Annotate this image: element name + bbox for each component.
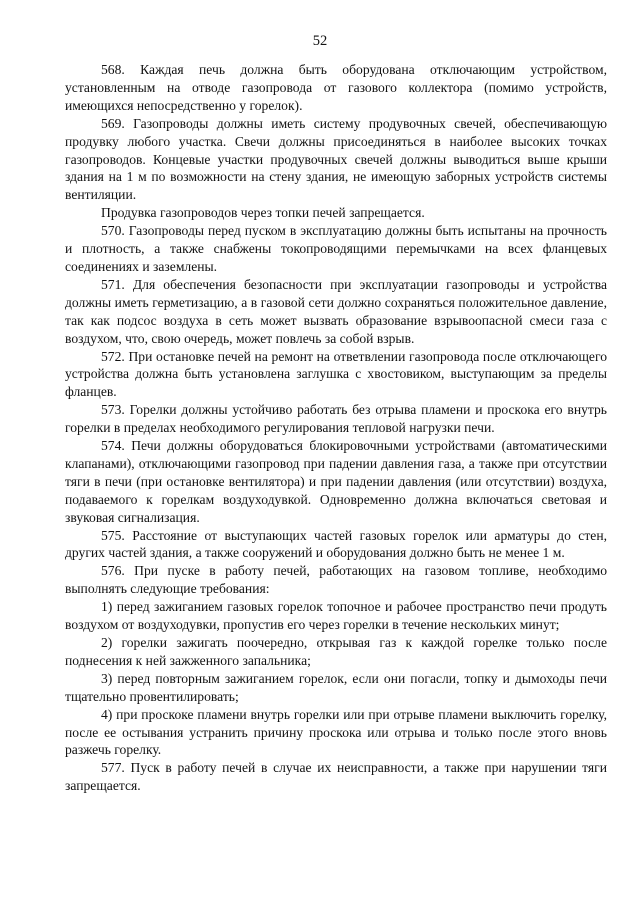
paragraph-570: 570. Газопроводы перед пуском в эксплуатацию должны быть испытаны на прочность и плотность, а также снабжены токопроводящими перемычками на всех фланцевых соединениях и заземлены. [65,223,607,274]
paragraph-576: 576. При пуске в работу печей, работающих на газовом топливе, необходимо выполнять следующие требования: [65,563,607,597]
list-item-3: 3) перед повторным зажиганием горелок, если они погасли, топку и дымоходы печи тщательно провентилировать; [65,670,607,704]
paragraph-575: 575. Расстояние от выступающих частей газовых горелок или арматуры до стен, других частей здания, а также сооружений и оборудования должно быть не менее 1 м. [65,527,607,561]
paragraph-574: 574. Печи должны оборудоваться блокировочными устройствами (автоматическими клапанами), отключающими газопровод при падении давления газа, а также при отсутствии тяги в печи (при остановке вентилятора) и при падении давления (или отсутствии) воздуха, подаваемого к горелкам воздуходувкой. Одновременно должна включаться световая и звуковая сигнализация. [65,438,607,525]
page-number: 52 [312,33,328,49]
list-item-1: 1) перед зажиганием газовых горелок топочное и рабочее пространство печи продуть воздухом от воздуходувки, пропустив его через горелки в течение нескольких минут; [65,599,607,633]
paragraph-572: 572. При остановке печей на ремонт на ответвлении газопровода после отключающего устройства должна быть установлена заглушка с хвостовиком, выступающим за пределы фланцев. [65,348,607,400]
paragraph-569: 569. Газопроводы должны иметь систему продувочных свечей, обеспечивающую продувку любого участка. Свечи должны присоединяться в наиболее высоких точках газопроводов. Концевые участки продувочных свечей должны выводиться выше крыши здания на 1 м по возможности на стену здания, не имеющую заборных устройств системы вентиляции. [65,115,607,203]
paragraph-571: 571. Для обеспечения безопасности при эксплуатации газопроводы и устройства должны иметь герметизацию, а в газовой сети должно сохраняться положительное давление, так как подсос воздуха в сеть может вызвать образование взрывоопасной смеси газа с воздухом, что, свою очередь, может повлечь за собой взрыв. [65,276,607,346]
list-item-2: 2) горелки зажигать поочередно, открывая газ к каждой горелке только после поднесения к ней зажженного запальника; [65,635,607,668]
document-body [65,61,607,795]
paragraph-577: 577. Пуск в работу печей в случае их неисправности, а также при нарушении тяги запрещается. [65,760,607,794]
paragraph-purge-note: Продувка газопроводов через топки печей запрещается. [101,205,425,221]
paragraph-573: 573. Горелки должны устойчиво работать без отрыва пламени и проскока его внутрь горелки в пределах необходимого регулирования тепловой нагрузки печи. [65,402,607,436]
list-item-4: 4) при проскоке пламени внутрь горелки или при отрыве пламени выключить горелку, после ее остывания устранить причину проскока или отрыва и только после этого вновь разжечь горелку. [65,706,607,758]
paragraph-568: 568. Каждая печь должна быть оборудована отключающим устройством, установленным на отводе газопровода от газового коллектора (помимо устройств, имеющихся непосредственно у горелок). [65,62,607,113]
